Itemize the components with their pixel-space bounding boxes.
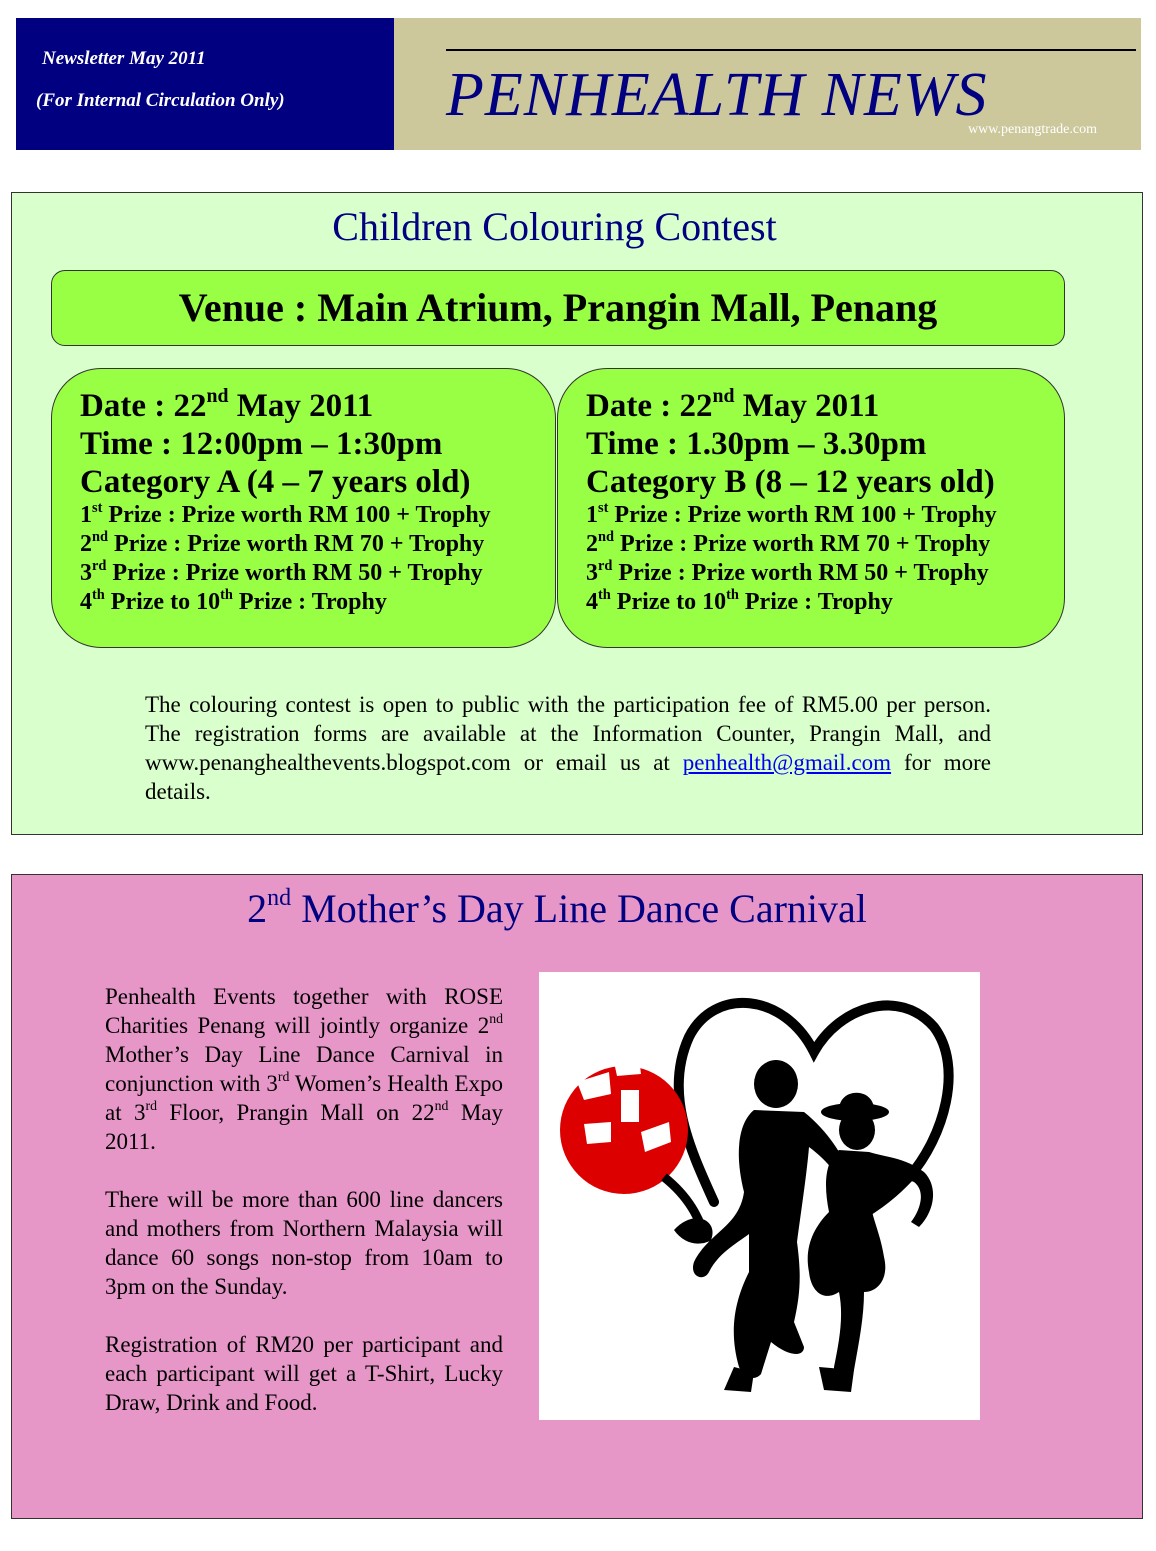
- category-a-prize-4: 4th Prize to 10th Prize : Trophy: [80, 586, 387, 615]
- carnival-description: [105, 982, 503, 1446]
- masthead-rule: [446, 49, 1136, 51]
- dancers-illustration: [539, 972, 980, 1420]
- category-b-prize-3: 3rd Prize : Prize worth RM 50 + Trophy: [586, 557, 989, 586]
- category-b-prize-1: 1st Prize : Prize worth RM 100 + Trophy: [586, 499, 997, 528]
- header-banner-right: [394, 18, 1141, 150]
- category-a-date: Date : 22nd May 2011: [80, 385, 374, 424]
- category-a-prize-2: 2nd Prize : Prize worth RM 70 + Trophy: [80, 528, 485, 557]
- website-label: www.penangtrade.com: [968, 122, 1097, 137]
- carnival-title: 2nd Mother’s Day Line Dance Carnival: [247, 885, 867, 931]
- venue-box: Venue : Main Atrium, Prangin Mall, Penang: [51, 270, 1065, 346]
- circulation-note: (For Internal Circulation Only): [36, 90, 285, 111]
- carnival-paragraph-3: Registration of RM20 per participant and each participant will get a T-Shirt, Lucky Draw, Drink and Food.: [105, 1332, 503, 1415]
- category-b-label: Category B (8 – 12 years old): [586, 464, 995, 500]
- contest-title: Children Colouring Contest: [332, 204, 777, 249]
- newsletter-date: Newsletter May 2011: [42, 48, 206, 69]
- category-b-date: Date : 22nd May 2011: [586, 385, 880, 424]
- header-banner-left: [16, 18, 394, 150]
- category-a-box: [51, 368, 556, 648]
- category-a-label: Category A (4 – 7 years old): [80, 464, 471, 500]
- category-a-prize-3: 3rd Prize : Prize worth RM 50 + Trophy: [80, 557, 483, 586]
- line-dance-section: [11, 874, 1143, 1519]
- category-b-prize-4: 4th Prize to 10th Prize : Trophy: [586, 586, 893, 615]
- category-b-time: Time : 1.30pm – 3.30pm: [586, 426, 927, 462]
- masthead-title: PENHEALTH NEWS: [446, 61, 988, 129]
- category-b-box: [557, 368, 1065, 648]
- carnival-paragraph-2: There will be more than 600 line dancers and mothers from Northern Malaysia will dance 60 songs non-stop from 10am to 3pm on the Sunday.: [105, 1187, 503, 1299]
- dancing-couple-heart-icon: [539, 972, 980, 1420]
- category-a-prize-1: 1st Prize : Prize worth RM 100 + Trophy: [80, 499, 491, 528]
- contact-email-link[interactable]: penhealth@gmail.com: [682, 750, 892, 775]
- carnival-paragraph-1: Penhealth Events together with ROSE Charities Penang will jointly organize 2nd Mother’s Day Line Dance Carnival in conjunction with 3rd Women’s Health Expo at 3rd Floor, Prangin Mall on 22nd May 2011.: [105, 984, 503, 1154]
- category-a-time: Time : 12:00pm – 1:30pm: [80, 426, 443, 462]
- category-b-prize-2: 2nd Prize : Prize worth RM 70 + Trophy: [586, 528, 991, 557]
- colouring-contest-section: [11, 192, 1143, 835]
- contest-description: The colouring contest is open to public with the participation fee of RM5.00 per person. The registration forms are available at the Information Counter, Prangin Mall, and www.penanghealthevents.blogspot.com or email us at penhealth@gmail.com for more details.: [145, 692, 991, 804]
